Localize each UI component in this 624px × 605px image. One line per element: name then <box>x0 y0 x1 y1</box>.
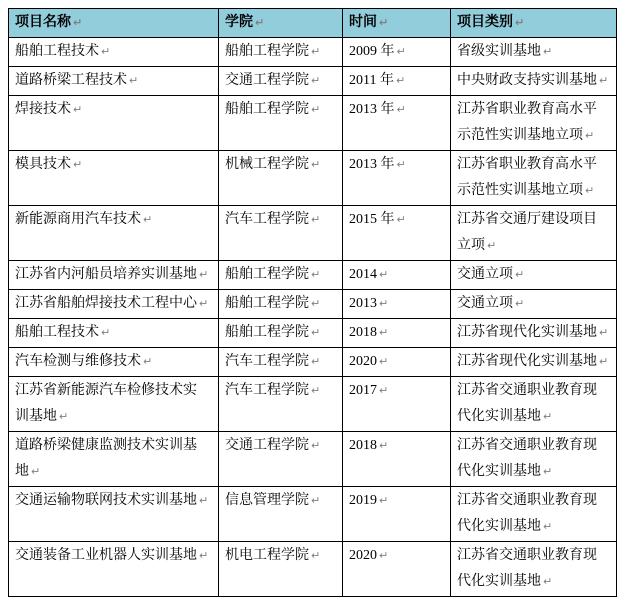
table-row <box>9 487 617 542</box>
cell-time[interactable]: 2013 年 ↵ <box>343 151 451 206</box>
cell-time[interactable]: 2018 ↵ <box>343 432 451 487</box>
cell-project[interactable]: 焊接技术 ↵ <box>9 96 219 151</box>
cell-text: 船舶工程学院 <box>225 102 309 117</box>
cell-text: 2013 年 <box>349 157 395 172</box>
column-header-project[interactable]: 项目名称 ↵ <box>9 9 219 38</box>
cell-text: 道路桥梁工程技术 <box>15 73 127 88</box>
cell-text: 焊接技术 <box>15 102 71 117</box>
cell-text: 2011 年 <box>349 73 394 88</box>
cell-text: 江苏省职业教育高水平示范性实训基地立项 <box>457 157 597 198</box>
cell-time[interactable]: 2018 ↵ <box>343 319 451 348</box>
table-row <box>9 206 617 261</box>
cell-time[interactable]: 2017 ↵ <box>343 377 451 432</box>
cell-college[interactable]: 船舶工程学院 ↵ <box>219 319 343 348</box>
cell-college[interactable]: 船舶工程学院 ↵ <box>219 261 343 290</box>
cell-text: 2020 <box>349 354 377 369</box>
cell-text: 船舶工程学院 <box>225 44 309 59</box>
table-row <box>9 38 617 67</box>
table-row <box>9 319 617 348</box>
cell-text: 江苏省内河船员培养实训基地 <box>15 267 197 282</box>
cell-time[interactable]: 2013 年 ↵ <box>343 96 451 151</box>
cell-college[interactable]: 机电工程学院 ↵ <box>219 542 343 597</box>
table-row <box>9 290 617 319</box>
column-header-time[interactable]: 时间 ↵ <box>343 9 451 38</box>
cell-project[interactable]: 新能源商用汽车技术 ↵ <box>9 206 219 261</box>
cell-time[interactable]: 2015 年 ↵ <box>343 206 451 261</box>
cell-time[interactable]: 2011 年 ↵ <box>343 67 451 96</box>
cell-text: 江苏省交通职业教育现代化实训基地 <box>457 383 597 424</box>
cell-college[interactable]: 船舶工程学院 ↵ <box>219 290 343 319</box>
cell-text: 船舶工程学院 <box>225 296 309 311</box>
cell-time[interactable]: 2014 ↵ <box>343 261 451 290</box>
cell-category[interactable]: 江苏省交通厅建设项目立项 ↵ <box>451 206 617 261</box>
cell-text: 江苏省交通职业教育现代化实训基地 <box>457 493 597 534</box>
cell-time[interactable]: 2020 ↵ <box>343 542 451 597</box>
cell-college[interactable]: 船舶工程学院 ↵ <box>219 96 343 151</box>
cell-category[interactable]: 江苏省交通职业教育现代化实训基地 ↵ <box>451 542 617 597</box>
cell-text: 2019 <box>349 493 377 508</box>
cell-text: 新能源商用汽车技术 <box>15 212 141 227</box>
cell-text: 2020 <box>349 548 377 563</box>
cell-text: 江苏省现代化实训基地 <box>457 354 597 369</box>
table-row <box>9 67 617 96</box>
table-row <box>9 432 617 487</box>
cell-college[interactable]: 汽车工程学院 ↵ <box>219 206 343 261</box>
cell-college[interactable]: 船舶工程学院 ↵ <box>219 38 343 67</box>
cell-category[interactable]: 江苏省现代化实训基地 ↵ <box>451 319 617 348</box>
cell-text: 江苏省船舶焊接技术工程中心 <box>15 296 197 311</box>
cell-text: 江苏省交通职业教育现代化实训基地 <box>457 438 597 479</box>
cell-text: 中央财政支持实训基地 <box>457 73 597 88</box>
cell-text: 机电工程学院 <box>225 548 309 563</box>
table-row <box>9 96 617 151</box>
cell-college[interactable]: 交通工程学院 ↵ <box>219 432 343 487</box>
table-body <box>9 38 617 597</box>
cell-college[interactable]: 汽车工程学院 ↵ <box>219 377 343 432</box>
cell-category[interactable]: 中央财政支持实训基地 ↵ <box>451 67 617 96</box>
cell-text: 交通工程学院 <box>225 73 309 88</box>
cell-time[interactable]: 2009 年 ↵ <box>343 38 451 67</box>
cell-project[interactable]: 交通运输物联网技术实训基地 ↵ <box>9 487 219 542</box>
cell-text: 省级实训基地 <box>457 44 541 59</box>
cell-text: 2015 年 <box>349 212 395 227</box>
cell-category[interactable]: 省级实训基地 ↵ <box>451 38 617 67</box>
cell-text: 江苏省现代化实训基地 <box>457 325 597 340</box>
cell-text: 交通立项 <box>457 296 513 311</box>
cell-project[interactable]: 江苏省内河船员培养实训基地 ↵ <box>9 261 219 290</box>
cell-text: 江苏省职业教育高水平示范性实训基地立项 <box>457 102 597 143</box>
cell-category[interactable]: 江苏省职业教育高水平示范性实训基地立项 ↵ <box>451 151 617 206</box>
cell-category[interactable]: 江苏省交通职业教育现代化实训基地 ↵ <box>451 377 617 432</box>
cell-text: 交通工程学院 <box>225 438 309 453</box>
cell-text: 道路桥梁健康监测技术实训基地 <box>15 438 197 479</box>
cell-text: 2009 年 <box>349 44 395 59</box>
cell-time[interactable]: 2020 ↵ <box>343 348 451 377</box>
column-header-college[interactable]: 学院 ↵ <box>219 9 343 38</box>
cell-text: 船舶工程技术 <box>15 44 99 59</box>
cell-project[interactable]: 模具技术 ↵ <box>9 151 219 206</box>
column-header-label: 项目名称 <box>15 15 71 30</box>
table-row <box>9 377 617 432</box>
cell-text: 2017 <box>349 383 377 398</box>
cell-text: 2013 <box>349 296 377 311</box>
cell-category[interactable]: 交通立项 ↵ <box>451 290 617 319</box>
cell-text: 信息管理学院 <box>225 493 309 508</box>
cell-project[interactable]: 江苏省船舶焊接技术工程中心 ↵ <box>9 290 219 319</box>
cell-college[interactable]: 汽车工程学院 ↵ <box>219 348 343 377</box>
cell-college[interactable]: 机械工程学院 ↵ <box>219 151 343 206</box>
cell-text: 江苏省交通职业教育现代化实训基地 <box>457 548 597 589</box>
cell-time[interactable]: 2013 ↵ <box>343 290 451 319</box>
cell-project[interactable]: 道路桥梁健康监测技术实训基地 ↵ <box>9 432 219 487</box>
cell-text: 汽车工程学院 <box>225 354 309 369</box>
cell-project[interactable]: 船舶工程技术 ↵ <box>9 319 219 348</box>
cell-category[interactable]: 交通立项 ↵ <box>451 261 617 290</box>
column-header-label: 时间 <box>349 15 377 30</box>
header-row <box>9 9 617 38</box>
cell-text: 江苏省新能源汽车检修技术实训基地 <box>15 383 197 424</box>
table-row <box>9 151 617 206</box>
cell-text: 2013 年 <box>349 102 395 117</box>
cell-text: 汽车检测与维修技术 <box>15 354 141 369</box>
cell-text: 模具技术 <box>15 157 71 172</box>
cell-text: 船舶工程学院 <box>225 325 309 340</box>
cell-text: 2018 <box>349 325 377 340</box>
cell-text: 船舶工程技术 <box>15 325 99 340</box>
cell-category[interactable]: 江苏省职业教育高水平示范性实训基地立项 ↵ <box>451 96 617 151</box>
cell-category[interactable]: 江苏省交通职业教育现代化实训基地 ↵ <box>451 487 617 542</box>
cell-text: 交通立项 <box>457 267 513 282</box>
cell-text: 江苏省交通厅建设项目立项 <box>457 212 597 253</box>
cell-text: 机械工程学院 <box>225 157 309 172</box>
table-row <box>9 261 617 290</box>
cell-text: 汽车工程学院 <box>225 383 309 398</box>
table-row <box>9 542 617 597</box>
cell-text: 交通装备工业机器人实训基地 <box>15 548 197 563</box>
cell-project[interactable]: 船舶工程技术 ↵ <box>9 38 219 67</box>
cell-time[interactable]: 2019 ↵ <box>343 487 451 542</box>
cell-text: 汽车工程学院 <box>225 212 309 227</box>
column-header-category[interactable]: 项目类别 ↵ <box>451 9 617 38</box>
cell-project[interactable]: 交通装备工业机器人实训基地 ↵ <box>9 542 219 597</box>
cell-category[interactable]: 江苏省现代化实训基地 ↵ <box>451 348 617 377</box>
cell-college[interactable]: 交通工程学院 ↵ <box>219 67 343 96</box>
cell-project[interactable]: 汽车检测与维修技术 ↵ <box>9 348 219 377</box>
cell-category[interactable]: 江苏省交通职业教育现代化实训基地 ↵ <box>451 432 617 487</box>
cell-college[interactable]: 信息管理学院 ↵ <box>219 487 343 542</box>
projects-table <box>8 8 617 597</box>
column-header-label: 学院 <box>225 15 253 30</box>
table-row <box>9 348 617 377</box>
cell-project[interactable]: 江苏省新能源汽车检修技术实训基地 ↵ <box>9 377 219 432</box>
column-header-label: 项目类别 <box>457 15 513 30</box>
cell-text: 船舶工程学院 <box>225 267 309 282</box>
cell-project[interactable]: 道路桥梁工程技术 ↵ <box>9 67 219 96</box>
cell-text: 2018 <box>349 438 377 453</box>
cell-text: 交通运输物联网技术实训基地 <box>15 493 197 508</box>
cell-text: 2014 <box>349 267 377 282</box>
